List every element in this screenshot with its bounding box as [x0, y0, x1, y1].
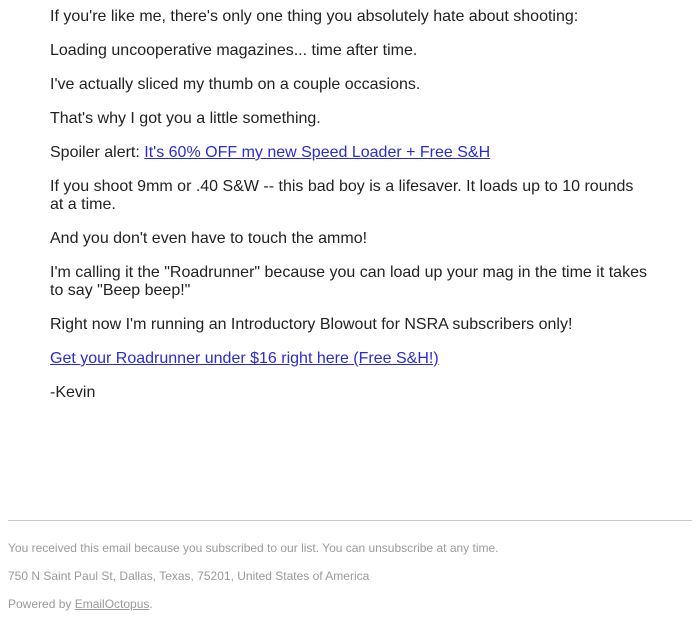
powered-by	[8, 597, 692, 611]
powered-by-suffix: .	[149, 597, 153, 611]
email-paragraph: If you're like me, there's only one thing you absolutely hate about shooting:	[50, 8, 579, 25]
powered-by-prefix: Powered by	[8, 597, 75, 611]
email-paragraph: If you shoot 9mm or .40 S&W -- this bad boy is a lifesaver. It loads up to 10 rounds at a time.	[50, 178, 634, 213]
email-paragraph: That's why I got you a little something.	[50, 110, 321, 127]
sender-address: 750 N Saint Paul St, Dallas, Texas, 75201, United States of America	[8, 569, 370, 583]
email-paragraph: Loading uncooperative magazines... time after time.	[50, 42, 418, 59]
email-footer	[8, 541, 692, 625]
spoiler-prefix: Spoiler alert:	[50, 144, 145, 161]
subscription-notice: You received this email because you subscribed to our list. You can unsubscribe at any time.	[8, 541, 499, 555]
signature: -Kevin	[50, 384, 96, 401]
footer-divider	[8, 520, 692, 521]
email-paragraph: And you don't even have to touch the ammo!	[50, 230, 368, 247]
spoiler-paragraph	[50, 144, 650, 162]
email-paragraph: I'm calling it the "Roadrunner" because you can load up your mag in the time it takes to say "Beep beep!"	[50, 264, 647, 299]
speed-loader-offer-link[interactable]: It's 60% OFF my new Speed Loader + Free S&H	[144, 144, 491, 161]
cta-paragraph	[50, 350, 650, 368]
email-paragraph: I've actually sliced my thumb on a couple occasions.	[50, 76, 421, 93]
roadrunner-cta-link[interactable]: Get your Roadrunner under $16 right here (Free S&H!)	[50, 350, 439, 367]
email-paragraph: Right now I'm running an Introductory Blowout for NSRA subscribers only!	[50, 316, 573, 333]
email-body	[50, 0, 650, 418]
emailoctopus-link[interactable]: EmailOctopus	[74, 597, 150, 611]
